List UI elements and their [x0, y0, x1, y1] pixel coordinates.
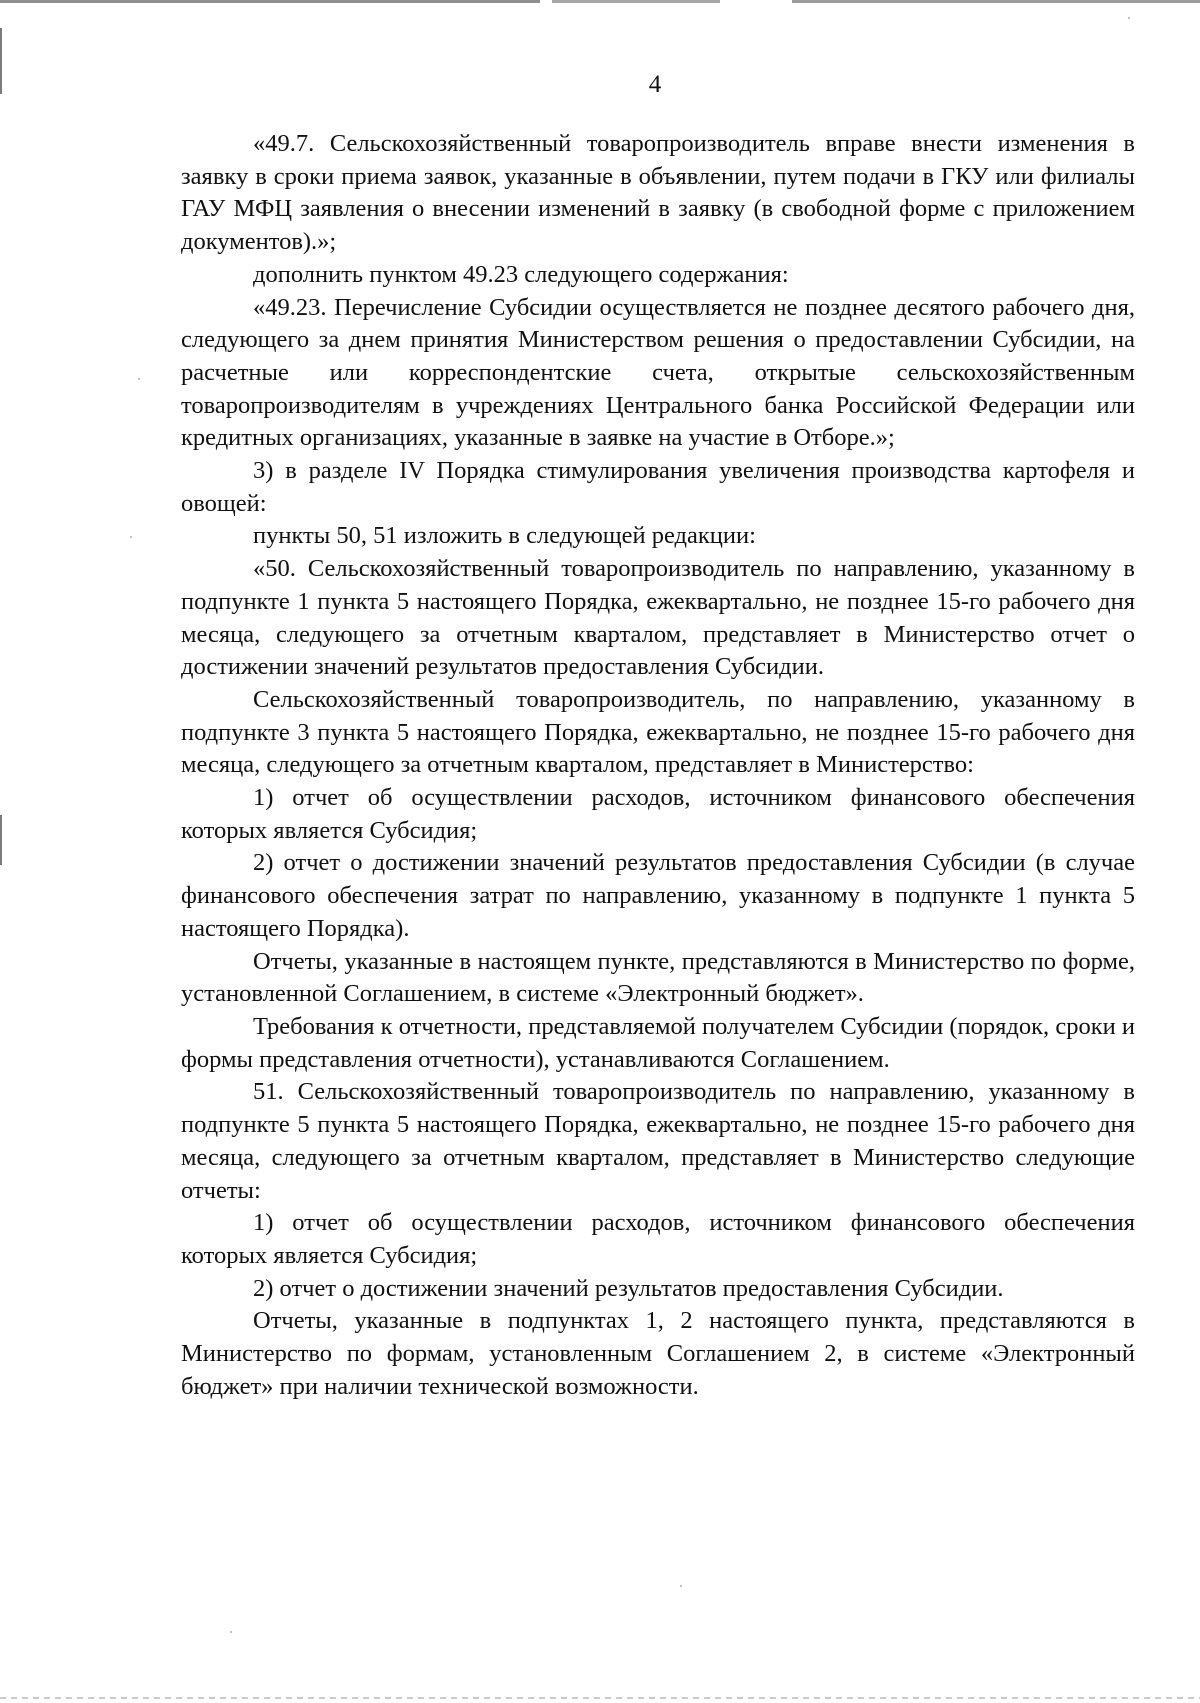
paragraph-item-50-requirements: Требования к отчетности, представляемой получателем Субсидии (порядок, сроки и формы представления отчетности), устанавливаются Соглашением. [181, 1012, 1135, 1073]
document-body [181, 128, 1135, 1403]
scan-speck [1128, 17, 1130, 19]
paragraph-item-49-23: «49.23. Перечисление Субсидии осуществляется не позднее десятого рабочего дня, следующего за днем принятия Министерством решения о предоставлении Субсидии, на расчетные или корреспондентские счета, открытые сельскохозяйственным товаропроизводителям в учреждениях Центрального банка Российской Федерации или кредитных организациях, указанные в заявке на участие в Отборе.»; [181, 293, 1135, 452]
scan-speck [130, 536, 132, 538]
paragraph-item-50-reports: Отчеты, указанные в настоящем пункте, представляются в Министерство по форме, установленной Соглашением, в системе «Электронный бюджет». [181, 947, 1135, 1008]
scan-edge-top [0, 0, 1200, 3]
paragraph-item-50-sub-2: 2) отчет о достижении значений результатов предоставления Субсидии (в случае финансового обеспечения затрат по направлению, указанному в подпункте 1 пункта 5 настоящего Порядка). [181, 849, 1135, 942]
paragraph-amend-49-23: дополнить пунктом 49.23 следующего содержания: [253, 260, 789, 288]
scan-speck [138, 378, 140, 380]
paragraph-items-50-51-intro: пункты 50, 51 изложить в следующей редакции: [253, 522, 756, 550]
paragraph-item-50-sub-1: 1) отчет об осуществлении расходов, источником финансового обеспечения которых является Субсидия; [181, 784, 1135, 844]
paragraph-item-51-sub-1: 1) отчет об осуществлении расходов, источником финансового обеспечения которых является Субсидия; [181, 1209, 1135, 1269]
scan-edge-bottom [0, 1697, 1200, 1699]
page-number: 4 [648, 71, 662, 98]
paragraph-item-50-part-2: Сельскохозяйственный товаропроизводитель, по направлению, указанному в подпункте 3 пункта 5 настоящего Порядка, ежеквартально, не позднее 15-го рабочего дня месяца, следующего за отчетным кварталом, представляет в Министерство: [181, 685, 1135, 779]
paragraph-item-51: 51. Сельскохозяйственный товаропроизводитель по направлению, указанному в подпункте 5 пункта 5 настоящего Порядка, ежеквартально, не позднее 15-го рабочего дня месяца, следующего за отчетным кварталом, представляет в Министерство следующие отчеты: [181, 1078, 1135, 1204]
scan-edge-left-mark [0, 815, 2, 865]
paragraph-item-49-7: «49.7. Сельскохозяйственный товаропроизводитель вправе внести изменения в заявку в сроки приема заявок, указанные в объявлении, путем подачи в ГКУ или филиалы ГАУ МФЦ заявления о внесении изменений в заявку (в свободной форме с приложением документов).»; [181, 130, 1135, 256]
paragraph-section-iv: 3) в разделе IV Порядка стимулирования увеличения производства картофеля и овощей: [181, 457, 1135, 517]
scan-speck [230, 1631, 232, 1633]
paragraph-item-51-reports: Отчеты, указанные в подпунктах 1, 2 настоящего пункта, представляются в Министерство по формам, установленным Соглашением 2, в системе «Электронный бюджет» при наличии технической возможности. [181, 1307, 1135, 1400]
paragraph-item-51-sub-2: 2) отчет о достижении значений результатов предоставления Субсидии. [253, 1274, 1004, 1302]
paragraph-item-50: «50. Сельскохозяйственный товаропроизводитель по направлению, указанному в подпункте 1 пункта 5 настоящего Порядка, ежеквартально, не позднее 15-го рабочего дня месяца, следующего за отчетным кварталом, представляет в Министерство отчет о достижении значений результатов предоставления Субсидии. [181, 555, 1135, 681]
scan-speck [680, 1585, 682, 1587]
